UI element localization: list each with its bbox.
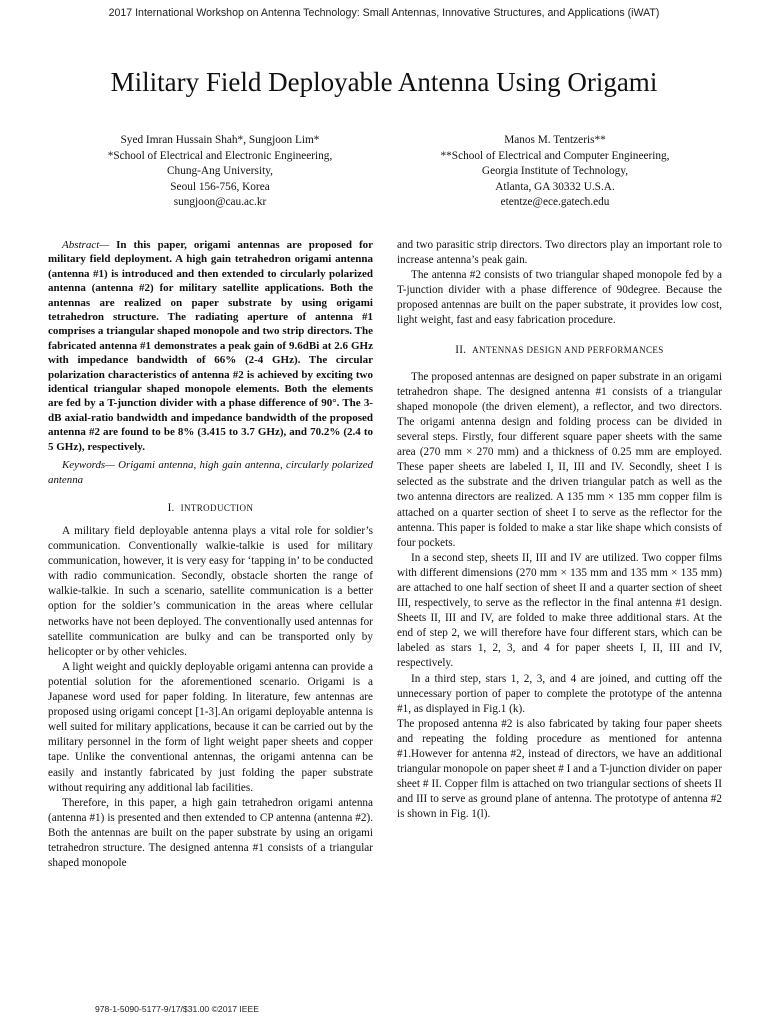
paragraph: The proposed antenna #2 is also fabricated by taking four paper sheets and repeating the folding procedure as mentioned for antenna #1.However for antenna #2, instead of directors, we have an additional triangular monopole on paper sheet # I and a T-junction divider on paper sheet # II. Copper film is attached on two triangular sections of sheets II and III to serve as ground plane of antenna. The prototype of antenna #2 is shown in Fig. 1(l).	[397, 717, 722, 821]
paragraph: The proposed antennas are designed on paper substrate in an origami tetrahedron shape. The designed antenna #1 consists of a triangular shaped monopole (the driven element), a reflector, and two directors. The origami antenna design and folding process can be divided in several steps. Firstly, four different square paper sheets with the same area (270 mm × 270 mm) and a thickness of 0.25 mm are employed. These paper sheets are labeled I, II, III and IV. Secondly, sheet I is selected as the substrate and the driven triangular patch as well as the two antenna directors are realized. A 135 mm × 135 mm copper film is attached on a quarter section of sheet I to serve as the reflector for the antenna. This paper is folded to make a star like shape which consists of four pockets.	[397, 370, 722, 549]
author-affiliation: Georgia Institute of Technology,	[481, 165, 629, 177]
paragraph: In a third step, stars 1, 2, 3, and 4 are joined, and cutting off the unnecessary portion of paper to complete the prototype of the antenna #1, as displayed in Fig.1 (k).	[397, 672, 722, 715]
conference-header: 2017 International Workshop on Antenna Technology: Small Antennas, Innovative Structures, and Applications (iWAT)	[108, 7, 660, 19]
section-heading-introduction: I. INTRODUCTION	[167, 501, 254, 514]
author-address: Seoul 156-756, Korea	[170, 180, 270, 193]
author-group-left	[40, 133, 400, 211]
abstract-text: In this paper, origami antennas are proposed for military field deployment. A high gain tetrahedron origami antenna (antenna #1) is introduced and then extended to circularly polarized antenna (antenna #2) for military satellite applications. Both the antennas are realized on paper substrate by using origami tetrahedron structure. The radiating aperture of antenna #1 comprises a triangular shaped monopole and two strip directors. The fabricated antenna #1 demonstrates a peak gain of 9.6dBi at 2.6 GHz with impedance bandwidth of 66% (2-4 GHz). The circular polarization characteristics of antenna #2 is achieved by exciting two identical triangular shaped monopole elements. Both the elements are fed by a T-junction divider with a phase difference of 90°. The 3-dB axial-ratio bandwidth and impedance bandwidth of the proposed antenna #2 are found to be 8% (3.415 to 3.7 GHz), and 70.2% (2.4 to 5 GHz), respectively.	[48, 239, 373, 453]
author-group-right	[390, 133, 720, 211]
right-column	[397, 238, 722, 822]
body-columns	[48, 238, 724, 1008]
copyright-footer: 978-1-5090-5177-9/17/$31.00 ©2017 IEEE	[95, 1004, 260, 1014]
section-heading-design: II. ANTENNAS DESIGN AND PERFORMANCES	[455, 343, 664, 356]
author-affiliation: *School of Electrical and Electronic Engineering,	[107, 149, 333, 162]
paragraph: In a second step, sheets II, III and IV are utilized. Two copper films with different dimensions (270 mm × 135 mm and 135 mm × 135 mm) are attached to one half section of sheet II and a quarter section of sheet III, respectively, to serve as the reflector in the final antenna #1 design. Sheets II, III and IV, are folded to make three additional stars. At the end of step 2, we will therefore have four different stars, which can be labeled as stars 1, 2, 3, and 4 for paper sheets I, II, III and IV, respectively.	[397, 551, 722, 670]
author-affiliation: **School of Electrical and Computer Engineering,	[440, 149, 670, 162]
keywords: Keywords— Origami antenna, high gain antenna, circularly polarized antenna	[48, 459, 373, 486]
paragraph: Therefore, in this paper, a high gain tetrahedron origami antenna (antenna #1) is presented and then extended to CP antenna (antenna #2). Both the antennas are built on the paper substrate by using an origami tetrahedron structure. The designed antenna #1 consists of a triangular shaped monopole	[48, 796, 373, 870]
paper-title: Military Field Deployable Antenna Using Origami	[110, 67, 658, 97]
abstract	[48, 238, 373, 454]
paragraph: The antenna #2 consists of two triangular shaped monopole fed by a T-junction divider with a phase difference of 90degree. Because the proposed antennas are built on the paper substrate, it provides low cost, light weight, fast and easy fabrication procedure.	[397, 269, 722, 327]
author-email: etentze@ece.gatech.edu	[500, 196, 610, 208]
author-affiliation: Chung-Ang University,	[167, 165, 273, 177]
author-address: Atlanta, GA 30332 U.S.A.	[495, 180, 615, 193]
abstract-label: Abstract—	[62, 239, 110, 251]
author-names: Manos M. Tentzeris**	[504, 134, 606, 146]
author-email: sungjoon@cau.ac.kr	[173, 196, 267, 208]
paragraph: A light weight and quickly deployable origami antenna can provide a potential solution for the aforementioned scenario. Origami is a Japanese word used for paper folding. In literature, few antennas are proposed using origami concept [1-3].An origami deployable antenna is well suited for military applications, because it can be carried out by the military personnel in the form of light weight paper sheets and copper tape. Unlike the conventional antennas, the origami antenna can be easily and instantly fabricated by just folding the paper substrate without requiring any additional lab facilities.	[48, 660, 373, 794]
paragraph: A military field deployable antenna plays a vital role for soldier’s communication. Conventionally walkie-talkie is used for military communication, however, it is very easy for ‘tapping in’ to be conducted with radio communication. Secondly, obstacle shorten the range of walkie-talkie. In such a scenario, satellite communication is a better option for the soldier’s communication in the areas where cellular networks have not been deployed. The conventionally used antennas for satellite communication are bulky and can be transported only by helicopter or by other vehicles.	[48, 525, 373, 658]
author-names: Syed Imran Hussain Shah*, Sungjoon Lim*	[120, 134, 320, 146]
left-column	[48, 238, 373, 871]
paragraph: and two parasitic strip directors. Two directors play an important role to increase antenna’s peak gain.	[397, 239, 722, 267]
